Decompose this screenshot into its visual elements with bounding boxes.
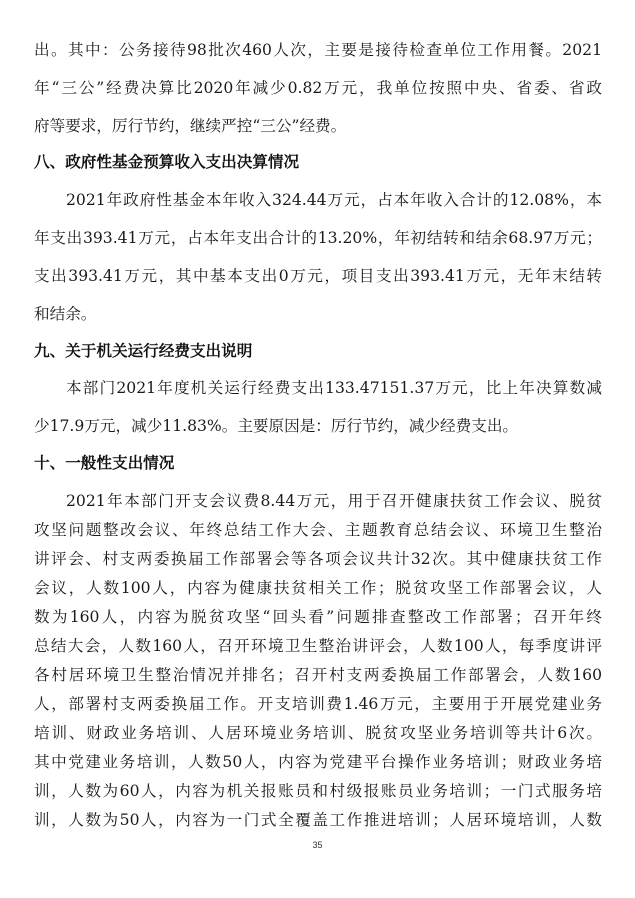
- body-text-line: 少17.9万元，减少11.83%。主要原因是：厉行节约，减少经费支出。: [34, 417, 519, 435]
- body-text-line: 本部门2021年度机关运行经费支出133.47151.37万元，比上年决算数减: [66, 379, 602, 397]
- body-text-line: 2021年政府性基金本年收入324.44万元，占本年收入合计的12.08%，本: [66, 191, 602, 209]
- section-heading-8: 八、政府性基金预算收入支出决算情况: [34, 153, 300, 171]
- body-text-line: 其中党建业务培训，人数50人，内容为党建平台操作业务培训；财政业务培: [34, 753, 602, 771]
- body-text-line: 各村居环境卫生整治情况并排名；召开村支两委换届工作部署会，人数160: [34, 666, 602, 684]
- body-text-line: 培训、财政业务培训、人居环境业务培训、脱贫攻坚业务培训等共计6次。: [34, 724, 602, 742]
- body-text-line: 和结余。: [34, 305, 97, 323]
- body-text-line: 支出393.41万元，其中基本支出0万元，项目支出393.41万元，无年末结转: [34, 267, 602, 285]
- body-text-line: 讲评会、村支两委换届工作部署会等各项会议共计32次。其中健康扶贫工作: [34, 550, 602, 568]
- body-text-line: 年支出393.41万元，占本年支出合计的13.20%，年初结转和结余68.97万元；: [34, 229, 602, 247]
- body-text-line: 数为160人，内容为脱贫攻坚“回头看”问题排查整改工作部署；召开年终: [34, 608, 602, 626]
- body-text-line: 2021年本部门开支会议费8.44万元，用于召开健康扶贫工作会议、脱贫: [66, 492, 602, 510]
- body-text-line: 年“三公”经费决算比2020年减少0.82万元，我单位按照中央、省委、省政: [34, 79, 602, 97]
- body-text-line: 会议，人数100人，内容为健康扶贫相关工作；脱贫攻坚工作部署会议，人: [34, 579, 602, 597]
- body-text-line: 训，人数为50人，内容为一门式全覆盖工作推进培训；人居环境培训，人数: [34, 811, 602, 829]
- section-heading-10: 十、一般性支出情况: [34, 454, 175, 472]
- body-text-line: 出。其中：公务接待98批次460人次，主要是接待检查单位工作用餐。2021: [34, 41, 602, 59]
- body-text-line: 攻坚问题整改会议、年终总结工作大会、主题教育总结会议、环境卫生整治: [34, 521, 602, 539]
- body-text-line: 训，人数为60人，内容为机关报账员和村级报账员业务培训；一门式服务培: [34, 782, 602, 800]
- section-heading-9: 九、关于机关运行经费支出说明: [34, 342, 253, 360]
- body-text-line: 总结大会，人数160人，召开环境卫生整治讲评会，人数100人，每季度讲评: [34, 637, 602, 655]
- body-text-line: 府等要求，厉行节约，继续严控“三公”经费。: [34, 117, 347, 135]
- body-text-line: 人，部署村支两委换届工作。开支培训费1.46万元，主要用于开展党建业务: [34, 695, 602, 713]
- page-number: 35: [312, 840, 323, 850]
